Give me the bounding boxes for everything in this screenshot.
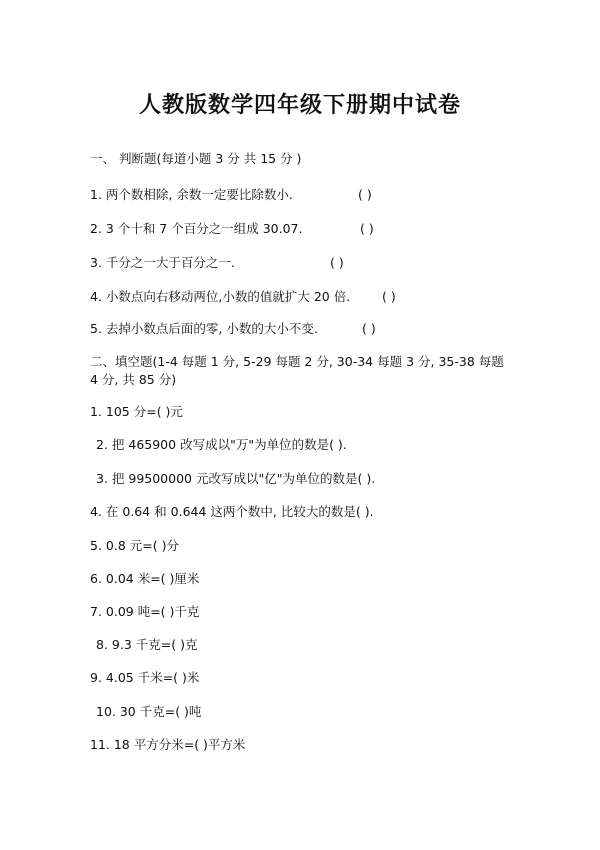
answer-blank-1[interactable]: ( )	[358, 187, 372, 202]
fill-item-7: 7. 0.09 吨=( )千克	[90, 604, 200, 619]
fill-item-3: 3. 把 99500000 元改写成以"亿"为单位的数是( ).	[96, 471, 376, 486]
judge-item-1: 1. 两个数相除, 余数一定要比除数小.	[90, 187, 293, 202]
judge-item-4: 4. 小数点向右移动两位,小数的值就扩大 20 倍.	[90, 289, 351, 304]
answer-blank-3[interactable]: ( )	[330, 255, 344, 270]
fill-item-9: 9. 4.05 千米=( )米	[90, 670, 200, 685]
fill-item-4: 4. 在 0.64 和 0.644 这两个数中, 比较大的数是( ).	[90, 504, 374, 519]
judge-item-2: 2. 3 个十和 7 个百分之一组成 30.07.	[90, 221, 303, 236]
section-1-heading: 一、 判断题(每道小题 3 分 共 15 分 )	[90, 151, 302, 166]
fill-item-2: 2. 把 465900 改写成以"万"为单位的数是( ).	[96, 437, 347, 452]
answer-blank-5[interactable]: ( )	[362, 321, 376, 336]
fill-item-8: 8. 9.3 千克=( )克	[96, 637, 198, 652]
judge-item-3: 3. 千分之一大于百分之一.	[90, 255, 235, 270]
judge-item-5: 5. 去掉小数点后面的零, 小数的大小不变.	[90, 321, 318, 336]
fill-item-5: 5. 0.8 元=( )分	[90, 538, 179, 553]
answer-blank-2[interactable]: ( )	[360, 221, 374, 236]
fill-item-11: 11. 18 平方分米=( )平方米	[90, 737, 246, 752]
answer-blank-4[interactable]: ( )	[382, 289, 396, 304]
page-title: 人教版数学四年级下册期中试卷	[138, 93, 461, 118]
fill-item-10: 10. 30 千克=( )吨	[96, 704, 202, 719]
fill-item-1: 1. 105 分=( )元	[90, 404, 183, 419]
section-2-heading: 二、填空题(1-4 每题 1 分, 5-29 每题 2 分, 30-34 每题 3 分, 35-38 每题 4 分, 共 85 分)	[90, 354, 504, 387]
fill-item-6: 6. 0.04 米=( )厘米	[90, 571, 200, 586]
